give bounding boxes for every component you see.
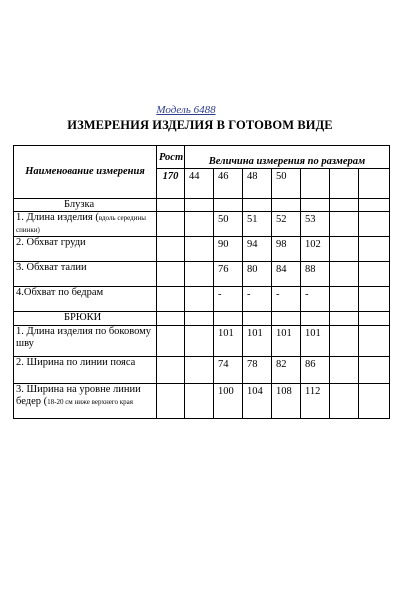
table-row	[14, 384, 390, 419]
row-value: 90	[214, 237, 243, 262]
row-label: 1. Длина изделия по боковому шву	[14, 326, 157, 357]
row-value: 108	[272, 384, 301, 419]
row-label: 4.Обхват по бедрам	[14, 287, 157, 312]
row-value: 102	[301, 237, 330, 262]
row-value: 101	[214, 326, 243, 357]
row-value: 101	[272, 326, 301, 357]
row-value: 52	[272, 212, 301, 237]
row-value: 78	[243, 357, 272, 384]
row-value: 86	[301, 357, 330, 384]
row-value: -	[214, 287, 243, 312]
row-value: -	[243, 287, 272, 312]
table-row	[14, 212, 390, 237]
row-value: 74	[214, 357, 243, 384]
empty-cell	[359, 169, 390, 199]
table-row	[14, 287, 390, 312]
rost-value: 170	[157, 169, 185, 199]
row-value: 94	[243, 237, 272, 262]
header-measurement-name: Наименование измерения	[14, 146, 157, 199]
row-label: 3. Ширина на уровне линии бедер (18-20 см ниже верхнего края	[14, 384, 157, 419]
row-label: 1. Длина изделия (вдоль середины спинки)	[14, 212, 157, 237]
empty-cell	[301, 169, 330, 199]
section-title: БРЮКИ	[14, 312, 157, 326]
row-value: -	[301, 287, 330, 312]
row-value: 51	[243, 212, 272, 237]
row-value: 98	[272, 237, 301, 262]
row-label: 2. Обхват груди	[14, 237, 157, 262]
size-header: 46	[214, 169, 243, 199]
row-value: 76	[214, 262, 243, 287]
section-row	[14, 312, 390, 326]
row-value: 50	[214, 212, 243, 237]
section-row	[14, 199, 390, 212]
row-value: 80	[243, 262, 272, 287]
size-header: 48	[243, 169, 272, 199]
empty-cell	[330, 169, 359, 199]
model-number: Модель 6488	[156, 104, 216, 116]
row-value: 104	[243, 384, 272, 419]
row-label: 2. Ширина по линии пояса	[14, 357, 157, 384]
row-value: 88	[301, 262, 330, 287]
header-row	[14, 146, 390, 169]
section-title: Блузка	[14, 199, 157, 212]
row-label: 3. Обхват талии	[14, 262, 157, 287]
row-value: 101	[243, 326, 272, 357]
row-value: 84	[272, 262, 301, 287]
row-value: 101	[301, 326, 330, 357]
row-value: 53	[301, 212, 330, 237]
size-header: 50	[272, 169, 301, 199]
table-row	[14, 237, 390, 262]
row-value: 82	[272, 357, 301, 384]
row-value: 100	[214, 384, 243, 419]
table-row	[14, 326, 390, 357]
size-header: 44	[185, 169, 214, 199]
measurements-table	[13, 145, 390, 419]
row-value: -	[272, 287, 301, 312]
document-title: ИЗМЕРЕНИЯ ИЗДЕЛИЯ В ГОТОВОМ ВИДЕ	[67, 118, 333, 132]
header-rost: Рост	[157, 146, 185, 169]
table-row	[14, 357, 390, 384]
table-row	[14, 262, 390, 287]
header-sizes: Величина измерения по размерам	[185, 146, 390, 169]
row-value: 112	[301, 384, 330, 419]
